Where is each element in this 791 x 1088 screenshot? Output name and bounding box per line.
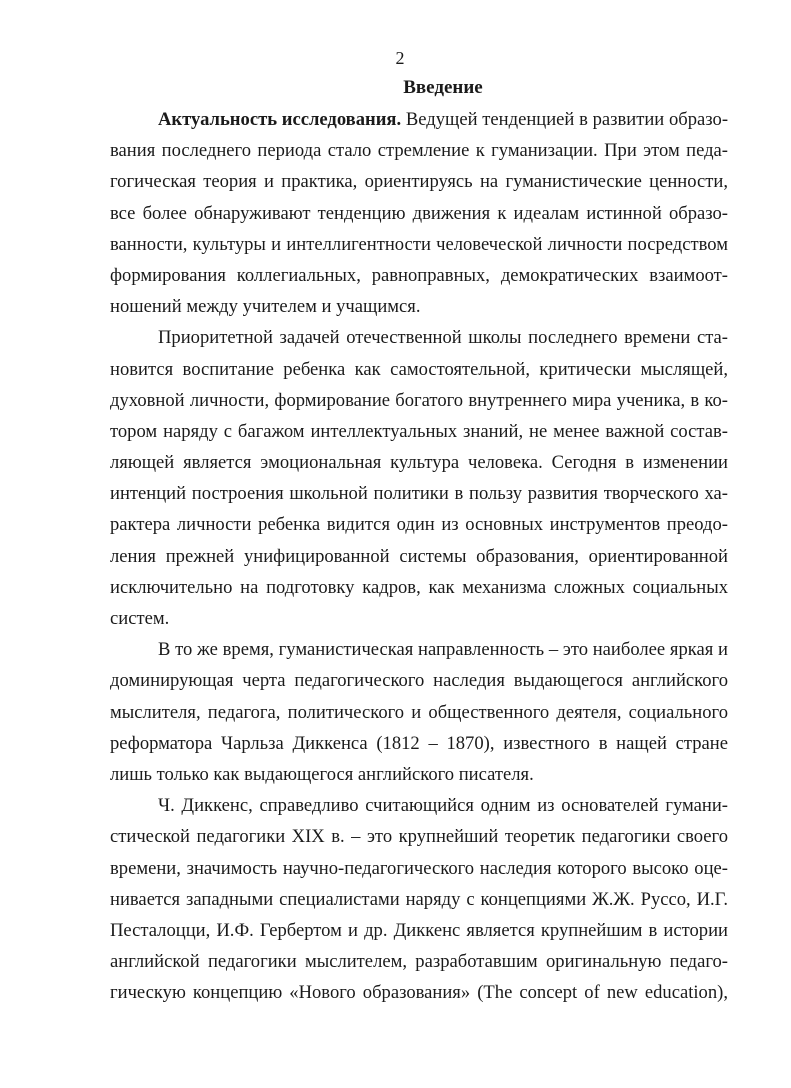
text-line: тором наряду с багажом интеллектуальных знаний, не менее важной состав- — [110, 420, 728, 442]
text-line: ления прежней унифицированной системы образования, ориентированной — [110, 545, 728, 567]
text-line: исключительно на подготовку кадров, как механизма сложных социальных — [110, 576, 728, 598]
text-line: вания последнего периода стало стремление к гуманизации. При этом педа- — [110, 140, 728, 162]
text-line: систем. — [110, 608, 170, 629]
body-text — [110, 104, 728, 1008]
paragraph-priority — [110, 322, 728, 634]
text-line: времени, значимость научно-педагогического наследия которого высоко оце- — [110, 857, 728, 879]
text-line: нивается западными специалистами наряду с концепциями Ж.Ж. Руссо, И.Г. — [110, 888, 728, 910]
text-line: лишь только как выдающегося английского писателя. — [110, 763, 534, 785]
text-line: стической педагогики XIX в. – это крупнейший теоретик педагогики своего — [110, 826, 728, 848]
text-line: рактера личности ребенка видится один из основных инструментов преодо- — [110, 514, 728, 536]
text-line: новится воспитание ребенка как самостоятельной, критически мыслящей, — [110, 358, 728, 380]
text-line: английской педагогики мыслителем, разработавшим оригинальную педаго- — [110, 951, 728, 973]
text-line: Приоритетной задачей отечественной школы последнего времени ста- — [158, 327, 728, 349]
text-line: гогическая теория и практика, ориентируясь на гуманистические ценности, — [110, 171, 728, 193]
text-line: гическую концепцию «Нового образования» (The concept of new education), — [110, 982, 728, 1004]
text-line: В то же время, гуманистическая направленность – это наиболее яркая и — [158, 639, 728, 661]
text-line: Ч. Диккенс, справедливо считающийся одним из основателей гумани- — [158, 795, 728, 817]
text-line: Песталоцци, И.Ф. Гербертом и др. Диккенс является крупнейшим в истории — [110, 919, 728, 941]
text-line: ванности, культуры и интеллигентности человеческой личности посредством — [110, 233, 728, 255]
section-heading: Введение — [403, 77, 483, 98]
page-number: 2 — [395, 48, 405, 68]
text-line: все более обнаруживают тенденцию движения к идеалам истинной образо- — [110, 202, 728, 224]
paragraph-lead-bold: Актуальность исследования. — [158, 109, 402, 130]
text-line-rest: Ведущей тенденцией в развитии образо- — [405, 109, 729, 130]
text-line — [110, 104, 728, 135]
paragraph-dickens — [110, 790, 728, 1008]
text-line: мыслителя, педагога, политического и общественного деятеля, социального — [110, 701, 728, 723]
text-line: реформатора Чарльза Диккенса (1812 – 1870), известного в нащей стране — [110, 732, 728, 754]
text-line: ношений между учителем и учащимся. — [110, 296, 421, 318]
text-line: доминирующая черта педагогического наследия выдающегося английского — [110, 670, 728, 692]
paragraph-relevance — [110, 104, 728, 322]
text-line: ляющей является эмоциональная культура человека. Сегодня в изменении — [110, 452, 728, 474]
text-line: формирования коллегиальных, равноправных, демократических взаимоот- — [110, 264, 728, 286]
paragraph-humanistic — [110, 634, 728, 790]
text-line: интенций построения школьной политики в пользу развития творческого ха- — [110, 483, 728, 505]
text-line: духовной личности, формирование богатого внутреннего мира ученика, в ко- — [110, 389, 728, 411]
